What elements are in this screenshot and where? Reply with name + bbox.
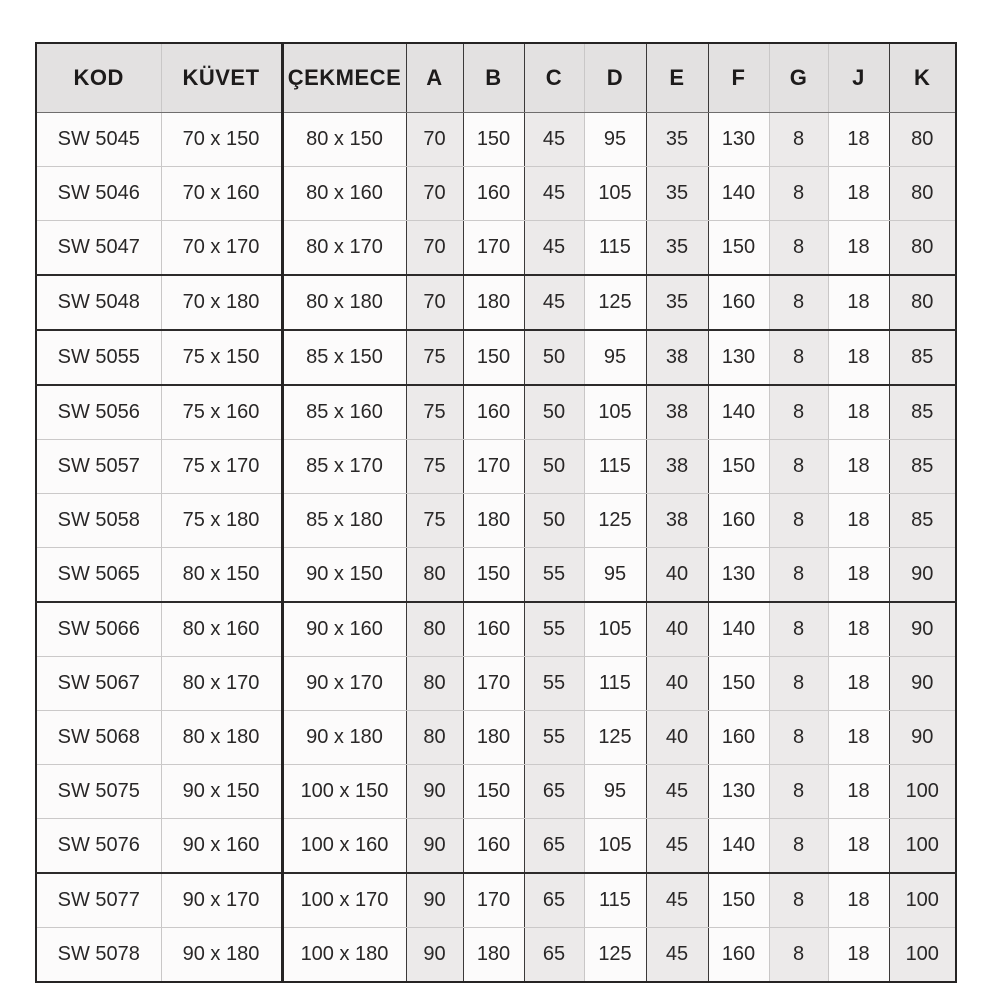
table-cell: 90 x 160: [282, 602, 406, 657]
table-cell: 18: [828, 385, 889, 440]
table-cell: 45: [524, 221, 584, 276]
table-cell: 55: [524, 657, 584, 711]
table-cell: 90: [406, 873, 463, 928]
table-cell: 105: [584, 819, 646, 874]
table-cell: SW 5047: [36, 221, 161, 276]
table-cell: 80: [889, 167, 956, 221]
table-cell: 65: [524, 819, 584, 874]
table-cell: 150: [708, 873, 769, 928]
table-cell: 18: [828, 548, 889, 603]
table-cell: 90 x 150: [161, 765, 282, 819]
table-cell: 80: [406, 602, 463, 657]
column-header-k: K: [889, 43, 956, 113]
table-cell: 8: [769, 928, 828, 983]
table-cell: 85 x 170: [282, 440, 406, 494]
table-cell: 45: [646, 928, 708, 983]
table-cell: SW 5066: [36, 602, 161, 657]
table-cell: 38: [646, 494, 708, 548]
table-cell: 105: [584, 385, 646, 440]
table-cell: 45: [524, 167, 584, 221]
table-cell: 18: [828, 873, 889, 928]
column-header-c: C: [524, 43, 584, 113]
table-cell: 65: [524, 765, 584, 819]
table-cell: 38: [646, 385, 708, 440]
table-cell: 70 x 160: [161, 167, 282, 221]
column-header-cekmece: ÇEKMECE: [282, 43, 406, 113]
table-cell: 18: [828, 440, 889, 494]
table-cell: 80 x 170: [161, 657, 282, 711]
table-cell: 140: [708, 385, 769, 440]
table-cell: 8: [769, 657, 828, 711]
table-cell: 130: [708, 113, 769, 167]
table-cell: 75: [406, 385, 463, 440]
table-cell: 65: [524, 928, 584, 983]
table-cell: 85: [889, 330, 956, 385]
table-cell: 50: [524, 440, 584, 494]
table-row: [36, 221, 956, 276]
table-cell: 55: [524, 602, 584, 657]
table-cell: 90 x 170: [161, 873, 282, 928]
table-cell: 35: [646, 167, 708, 221]
column-header-d: D: [584, 43, 646, 113]
table-cell: 95: [584, 330, 646, 385]
table-cell: 170: [463, 221, 524, 276]
table-cell: 75: [406, 494, 463, 548]
table-cell: 18: [828, 711, 889, 765]
table-row: [36, 548, 956, 603]
table-cell: 45: [646, 873, 708, 928]
table-cell: 140: [708, 167, 769, 221]
table-cell: 35: [646, 221, 708, 276]
table-cell: 18: [828, 928, 889, 983]
table-cell: 150: [463, 548, 524, 603]
table-cell: 80 x 180: [282, 275, 406, 330]
table-cell: 8: [769, 385, 828, 440]
table-cell: 160: [463, 602, 524, 657]
table-cell: SW 5078: [36, 928, 161, 983]
table-cell: 90 x 160: [161, 819, 282, 874]
table-row: [36, 113, 956, 167]
table-cell: 100: [889, 873, 956, 928]
table-cell: 115: [584, 657, 646, 711]
table-cell: 150: [708, 440, 769, 494]
table-cell: 150: [708, 221, 769, 276]
table-cell: 150: [463, 113, 524, 167]
table-cell: SW 5067: [36, 657, 161, 711]
table-cell: SW 5075: [36, 765, 161, 819]
table-cell: 38: [646, 440, 708, 494]
column-header-j: J: [828, 43, 889, 113]
table-cell: 90 x 150: [282, 548, 406, 603]
table-cell: 95: [584, 548, 646, 603]
column-header-kuvet: KÜVET: [161, 43, 282, 113]
table-cell: SW 5076: [36, 819, 161, 874]
column-header-f: F: [708, 43, 769, 113]
table-cell: 90 x 170: [282, 657, 406, 711]
table-cell: 18: [828, 221, 889, 276]
table-cell: 90: [889, 602, 956, 657]
table-cell: 40: [646, 548, 708, 603]
table-cell: 8: [769, 330, 828, 385]
table-row: [36, 167, 956, 221]
table-cell: SW 5077: [36, 873, 161, 928]
column-header-e: E: [646, 43, 708, 113]
table-cell: 130: [708, 765, 769, 819]
table-cell: 90: [889, 657, 956, 711]
table-cell: 80 x 150: [282, 113, 406, 167]
table-cell: 65: [524, 873, 584, 928]
column-header-b: B: [463, 43, 524, 113]
table-cell: 95: [584, 113, 646, 167]
table-cell: 160: [708, 275, 769, 330]
table-row: [36, 873, 956, 928]
table-cell: 8: [769, 494, 828, 548]
table-cell: 75 x 150: [161, 330, 282, 385]
table-cell: 80 x 160: [282, 167, 406, 221]
table-cell: 90: [889, 711, 956, 765]
table-cell: 40: [646, 711, 708, 765]
table-cell: 115: [584, 440, 646, 494]
table-cell: 85 x 150: [282, 330, 406, 385]
table-cell: 125: [584, 494, 646, 548]
table-cell: 45: [646, 819, 708, 874]
table-cell: 170: [463, 657, 524, 711]
table-cell: 18: [828, 765, 889, 819]
table-cell: 70 x 150: [161, 113, 282, 167]
table-row: [36, 602, 956, 657]
table-cell: 55: [524, 711, 584, 765]
table-cell: 85: [889, 440, 956, 494]
table-cell: 80: [889, 221, 956, 276]
table-cell: SW 5045: [36, 113, 161, 167]
table-cell: 180: [463, 928, 524, 983]
table-cell: 8: [769, 440, 828, 494]
table-cell: SW 5055: [36, 330, 161, 385]
table-cell: 8: [769, 275, 828, 330]
table-cell: 18: [828, 275, 889, 330]
table-cell: 35: [646, 275, 708, 330]
table-cell: 70: [406, 167, 463, 221]
table-cell: 8: [769, 548, 828, 603]
table-cell: 70: [406, 113, 463, 167]
table-cell: 100 x 180: [282, 928, 406, 983]
table-row: [36, 330, 956, 385]
table-cell: 160: [708, 494, 769, 548]
table-cell: 75: [406, 330, 463, 385]
table-cell: 18: [828, 657, 889, 711]
table-row: [36, 385, 956, 440]
table-cell: 90 x 180: [282, 711, 406, 765]
table-cell: 115: [584, 221, 646, 276]
header-row: [36, 43, 956, 113]
table-row: [36, 765, 956, 819]
table-cell: 140: [708, 819, 769, 874]
table-cell: 8: [769, 711, 828, 765]
table-cell: 45: [524, 113, 584, 167]
table-cell: 80: [406, 711, 463, 765]
table-cell: 90: [406, 765, 463, 819]
table-cell: 170: [463, 873, 524, 928]
table-cell: 38: [646, 330, 708, 385]
table-row: [36, 711, 956, 765]
table-row: [36, 928, 956, 983]
table-cell: 160: [463, 819, 524, 874]
table-cell: 105: [584, 602, 646, 657]
table-cell: 50: [524, 330, 584, 385]
table-cell: SW 5056: [36, 385, 161, 440]
table-cell: 8: [769, 221, 828, 276]
table-cell: 18: [828, 494, 889, 548]
table-cell: 80 x 180: [161, 711, 282, 765]
table-cell: 100: [889, 819, 956, 874]
table-cell: 170: [463, 440, 524, 494]
table-cell: 18: [828, 113, 889, 167]
table-cell: 180: [463, 494, 524, 548]
table-cell: 160: [708, 928, 769, 983]
table-row: [36, 440, 956, 494]
table-cell: 115: [584, 873, 646, 928]
table-cell: 130: [708, 548, 769, 603]
dimension-table: [35, 42, 957, 983]
table-cell: 70 x 170: [161, 221, 282, 276]
table-cell: 80: [406, 548, 463, 603]
table-cell: 125: [584, 275, 646, 330]
table-cell: SW 5065: [36, 548, 161, 603]
table-cell: 40: [646, 657, 708, 711]
table-cell: 35: [646, 113, 708, 167]
table-cell: 85: [889, 385, 956, 440]
table-cell: 70 x 180: [161, 275, 282, 330]
table-cell: 90: [889, 548, 956, 603]
table-cell: 55: [524, 548, 584, 603]
table-cell: 100: [889, 928, 956, 983]
table-cell: 8: [769, 765, 828, 819]
table-cell: 75 x 170: [161, 440, 282, 494]
table-cell: 18: [828, 167, 889, 221]
table-cell: 160: [463, 385, 524, 440]
table-cell: 130: [708, 330, 769, 385]
table-cell: 70: [406, 275, 463, 330]
table-cell: 85 x 160: [282, 385, 406, 440]
table-cell: 18: [828, 602, 889, 657]
table-cell: 18: [828, 330, 889, 385]
table-cell: 90 x 180: [161, 928, 282, 983]
table-cell: 75 x 180: [161, 494, 282, 548]
table-cell: 150: [463, 765, 524, 819]
table-cell: SW 5057: [36, 440, 161, 494]
table-cell: 8: [769, 167, 828, 221]
table-cell: 70: [406, 221, 463, 276]
table-cell: SW 5048: [36, 275, 161, 330]
table-cell: 75 x 160: [161, 385, 282, 440]
table-cell: 125: [584, 711, 646, 765]
table-cell: 85: [889, 494, 956, 548]
table-row: [36, 819, 956, 874]
table-cell: 18: [828, 819, 889, 874]
table-cell: 180: [463, 711, 524, 765]
table-cell: 105: [584, 167, 646, 221]
table-cell: SW 5068: [36, 711, 161, 765]
table-cell: 80: [889, 113, 956, 167]
table-cell: 8: [769, 602, 828, 657]
table-cell: 80: [406, 657, 463, 711]
table-cell: 180: [463, 275, 524, 330]
table-cell: 80 x 160: [161, 602, 282, 657]
table-cell: 95: [584, 765, 646, 819]
table-cell: 100 x 150: [282, 765, 406, 819]
table-cell: 45: [646, 765, 708, 819]
table-cell: 40: [646, 602, 708, 657]
table-row: [36, 494, 956, 548]
table-cell: 140: [708, 602, 769, 657]
table-cell: 100 x 160: [282, 819, 406, 874]
table-cell: 100 x 170: [282, 873, 406, 928]
table-cell: 150: [463, 330, 524, 385]
table-cell: 160: [708, 711, 769, 765]
column-header-a: A: [406, 43, 463, 113]
table-cell: 125: [584, 928, 646, 983]
table-cell: 8: [769, 113, 828, 167]
table-cell: 90: [406, 819, 463, 874]
table-cell: SW 5058: [36, 494, 161, 548]
table-cell: 80: [889, 275, 956, 330]
table-cell: 50: [524, 494, 584, 548]
table-row: [36, 657, 956, 711]
column-header-g: G: [769, 43, 828, 113]
table-cell: 80 x 150: [161, 548, 282, 603]
table-cell: 90: [406, 928, 463, 983]
table-cell: 100: [889, 765, 956, 819]
table-cell: 85 x 180: [282, 494, 406, 548]
table-cell: 8: [769, 819, 828, 874]
table-cell: 45: [524, 275, 584, 330]
table-cell: 8: [769, 873, 828, 928]
table-cell: 160: [463, 167, 524, 221]
table-cell: 75: [406, 440, 463, 494]
table-cell: 150: [708, 657, 769, 711]
table-cell: SW 5046: [36, 167, 161, 221]
table-cell: 80 x 170: [282, 221, 406, 276]
table-body: [36, 113, 956, 983]
table-cell: 50: [524, 385, 584, 440]
table-row: [36, 275, 956, 330]
column-header-kod: KOD: [36, 43, 161, 113]
